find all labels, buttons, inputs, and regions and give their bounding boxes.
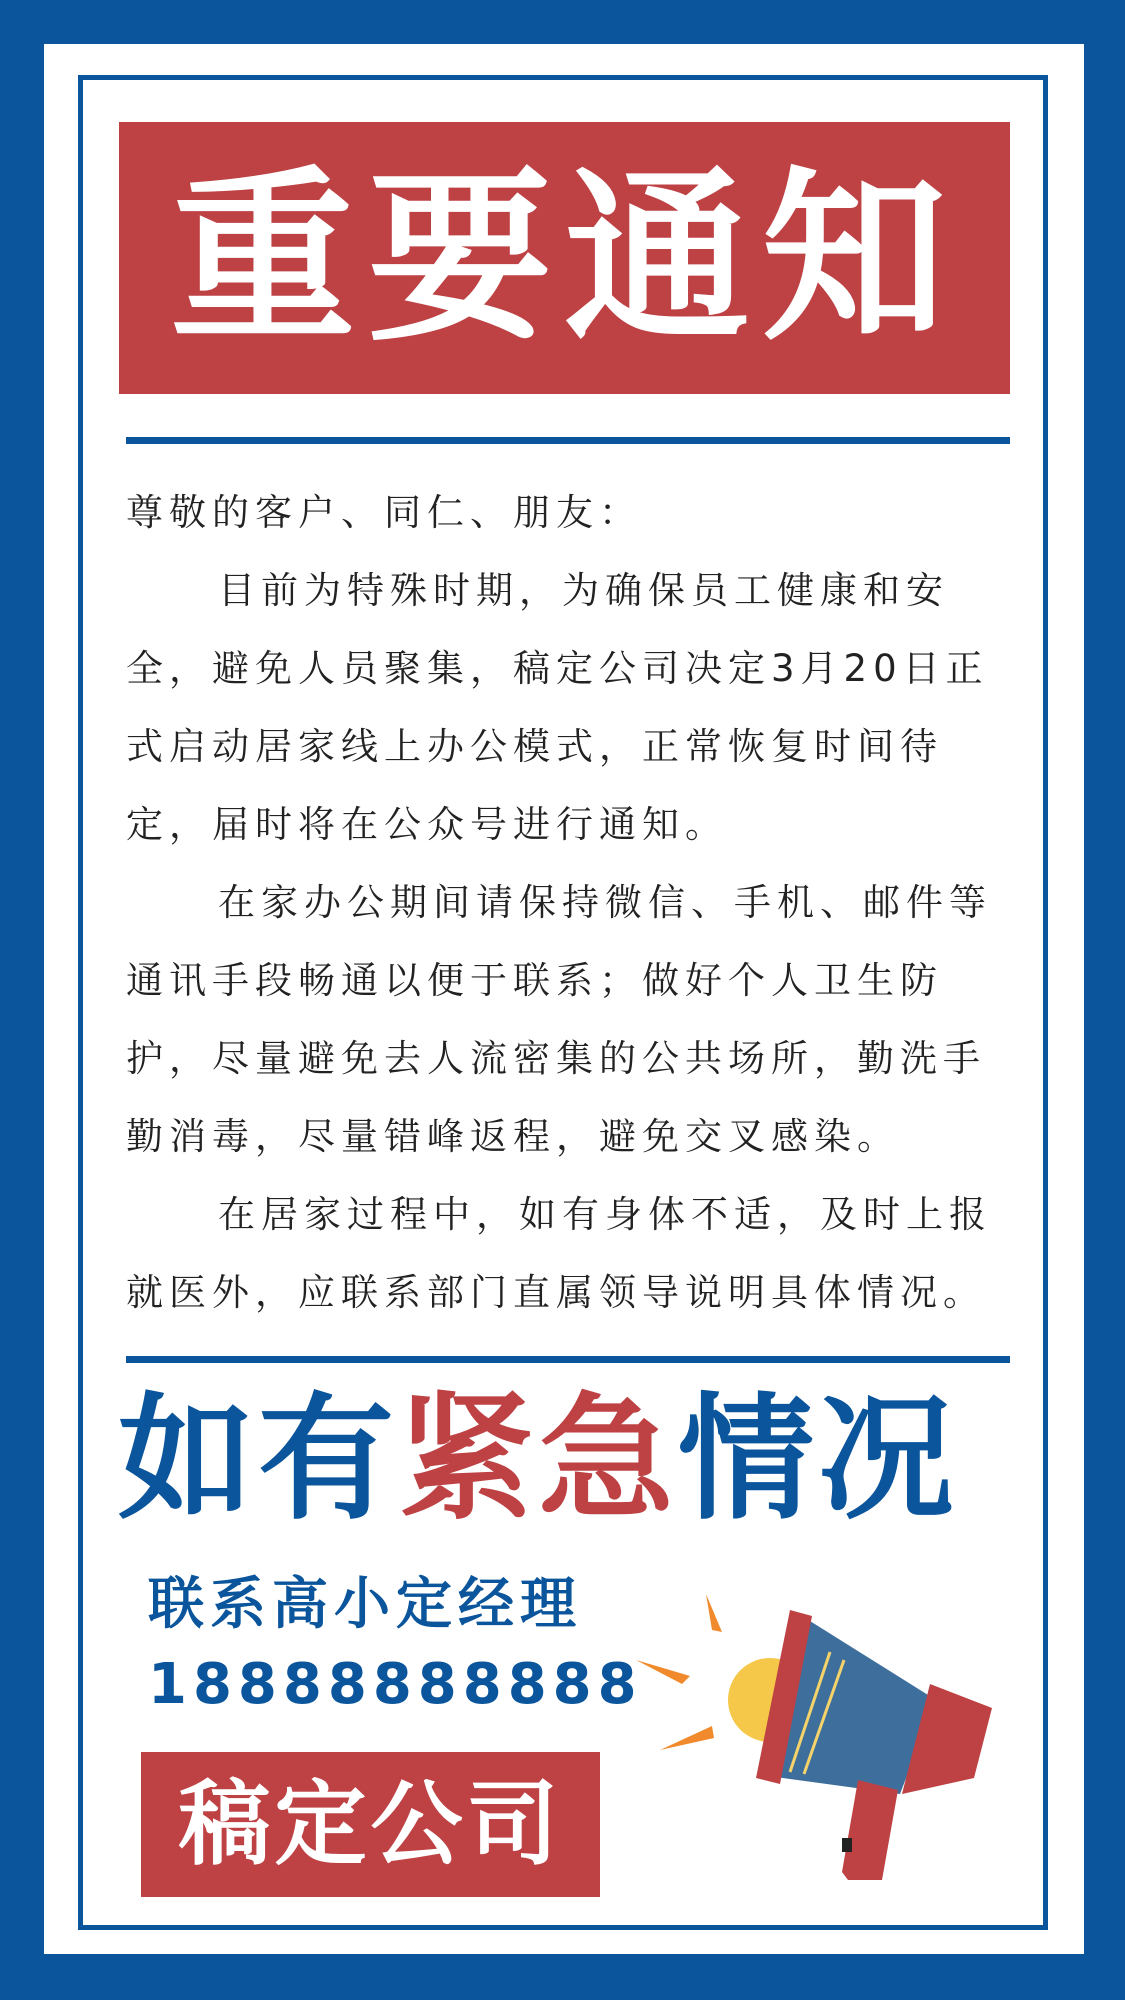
- megaphone-icon: [630, 1580, 1030, 1900]
- contact-info: [148, 1565, 643, 1725]
- bottom-divider: [126, 1356, 1010, 1363]
- notice-title: 重要通知: [170, 149, 959, 366]
- notice-body: [126, 474, 1008, 1332]
- title-banner: [119, 122, 1010, 394]
- company-name: 稿定公司: [178, 1770, 563, 1878]
- contact-phone: 18888888888: [148, 1652, 643, 1717]
- top-divider: [126, 437, 1010, 444]
- emergency-part-3: 情况: [678, 1381, 958, 1539]
- paragraph-3: 在居家过程中，如有身体不适，及时上报就医外，应联系部门直属领导说明具体情况。: [126, 1193, 992, 1314]
- contact-name: 联系高小定经理: [148, 1572, 582, 1637]
- paragraph-1: 目前为特殊时期，为确保员工健康和安全，避免人员聚集，稿定公司决定3月20日正式启动居家线上办公模式，正常恢复时间待定，届时将在公众号进行通知。: [126, 569, 989, 846]
- emergency-heading: [118, 1380, 1018, 1540]
- greeting: 尊敬的客户、同仁、朋友：: [126, 491, 642, 534]
- paragraph-2: 在家办公期间请保持微信、手机、邮件等通讯手段畅通以便于联系；做好个人卫生防护，尽量避免去人流密集的公共场所，勤洗手勤消毒，尽量错峰返程，避免交叉感染。: [126, 881, 992, 1158]
- emergency-part-2: 紧急: [398, 1381, 678, 1539]
- emergency-part-1: 如有: [118, 1381, 398, 1539]
- company-banner: [141, 1752, 600, 1897]
